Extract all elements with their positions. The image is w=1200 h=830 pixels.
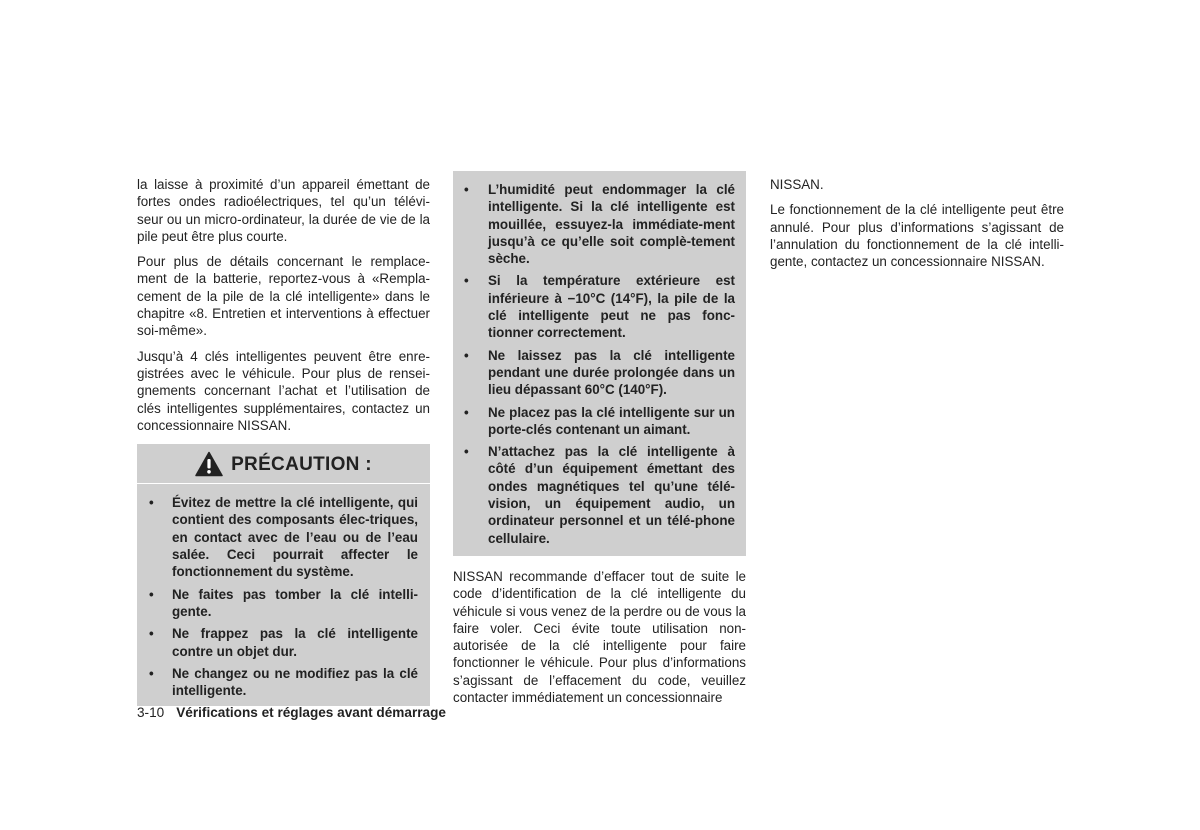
caution-item: • Ne laissez pas la clé intelligente pendant une durée prolongée dans un lieu dépassant 60°C (140°F). [464,347,735,398]
column-left [137,176,430,706]
caution-item: • Ne faites pas tomber la clé intelli-gente. [149,586,418,619]
bullet-icon: • [464,273,469,289]
bullet-icon: • [464,444,469,460]
body-paragraph: Jusqu’à 4 clés intelligentes peuvent être enre-gistrées avec le véhicule. Pour plus de rensei-gnements concernant l’achat et l’utilisation de clés intelligentes supplémentaires, contactez un concessionnaire NISSAN. [137,348,430,433]
bullet-icon: • [464,182,469,197]
body-paragraph: la laisse à proximité d’un appareil émettant de fortes ondes radioélectriques, tel qu’un télévi-seur ou un micro-ordinateur, la durée de vie de la pile peut être plus courte. [137,177,430,244]
column-middle [453,171,746,714]
bullet-icon: • [149,586,154,602]
body-paragraph: NISSAN. [770,177,824,192]
bullet-icon: • [149,626,154,642]
bullet-icon: • [149,665,154,681]
bullet-icon: • [464,404,469,420]
caution-list [453,181,735,547]
caution-item: • L’humidité peut endommager la clé intelligente. Si la clé intelligente est mouillée, essuyez-la immédiate-ment jusqu’à ce qu’elle soit complè-tement sèche. [464,182,735,267]
page-number: 3-10 [137,705,165,720]
caution-item: • Ne frappez pas la clé intelligente contre un objet dur. [149,626,418,659]
caution-list [137,484,430,706]
caution-header [137,444,430,484]
chapter-title: Vérifications et réglages avant démarrage [176,705,446,720]
caution-box-continued [453,171,746,556]
caution-item: • Évitez de mettre la clé intelligente, qui contient des composants élec-triques, en contact avec de l’eau ou de l’eau salée. Ceci pourrait affecter le fonctionnement du système. [149,495,418,580]
bullet-icon: • [149,495,154,511]
body-paragraph: NISSAN recommande d’effacer tout de suite le code d’identification de la clé intelligente du véhicule si vous venez de la perdre ou de vous la faire voler. Ceci évite toute utilisation non-autorisée de la clé intelligente pour faire fonctionner le véhicule. Pour plus d’informations s’agissant de l’effacement du code, veuillez contacter immédiatement un concessionnaire [453,568,746,706]
warning-triangle-icon [195,451,223,477]
bullet-icon: • [464,347,469,363]
body-paragraph: Pour plus de détails concernant le remplace-ment de la batterie, reportez-vous à «Rempla-cement de la pile de la clé intelligente» dans le chapitre «8. Entretien et interventions à effectuer soi-même». [137,254,430,339]
caution-item: • N’attachez pas la clé intelligente à côté d’un équipement émettant des ondes magnétiques tel qu’une télé-vision, un équipement audio, un ordinateur personnel et un télé-phone cellulaire. [464,444,735,546]
caution-box [137,444,430,706]
caution-item: • Si la température extérieure est inférieure à −10°C (14°F), la pile de la clé intelligente peut ne pas fonc-tionner correctement. [464,273,735,341]
page-footer [137,705,446,720]
column-right [770,176,1064,278]
caution-item: • Ne placez pas la clé intelligente sur un porte-clés contenant un aimant. [464,404,735,437]
caution-title: PRÉCAUTION : [231,453,372,475]
caution-item: • Ne changez ou ne modifiez pas la clé intelligente. [149,665,418,699]
body-paragraph: Le fonctionnement de la clé intelligente peut être annulé. Pour plus d’informations s’agissant de l’annulation du fonctionnement de la clé intelli-gente, contactez un concessionnaire NISSAN. [770,202,1064,270]
